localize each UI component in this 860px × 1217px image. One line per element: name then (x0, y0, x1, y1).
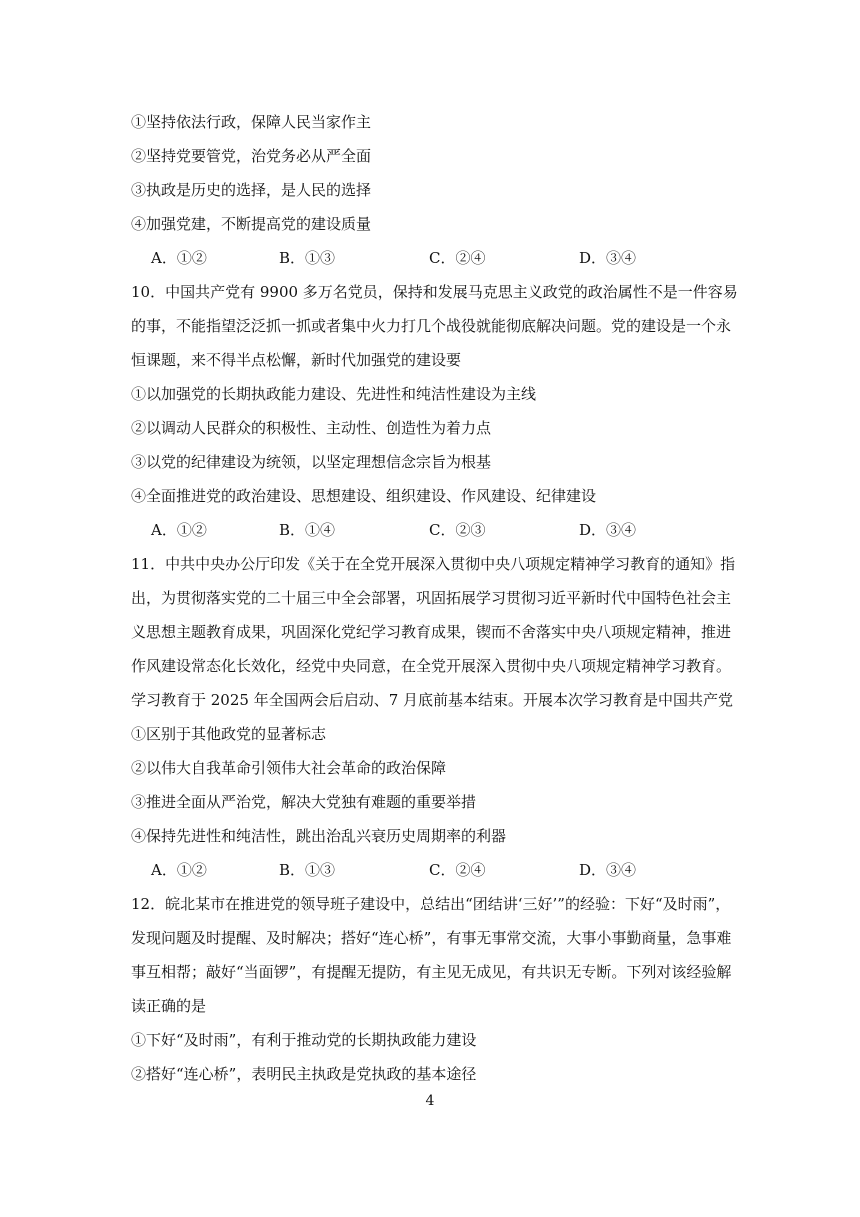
q11-item-2: ②以伟大自我革命引领伟大社会革命的政治保障 (131, 759, 447, 777)
q10-item-2: ②以调动人民群众的积极性、主动性、创造性为着力点 (131, 419, 492, 437)
q12-item-2: ②搭好“连心桥”，表明民主执政是党执政的基本途径 (131, 1065, 477, 1083)
q10-option-b: B．①④ (279, 521, 336, 539)
q9-option-a: A．①② (151, 249, 207, 267)
q10-stem-line-2: 的事，不能指望泛泛抓一抓或者集中火力打几个战役就能彻底解决问题。党的建设是一个永 (131, 317, 732, 335)
q11-item-3: ③推进全面从严治党，解决大党独有难题的重要举措 (131, 793, 477, 811)
q11-stem-line-1: 11．中共中央办公厅印发《关于在全党开展深入贯彻中央八项规定精神学习教育的通知》指 (131, 555, 736, 573)
q12-item-1: ①下好“及时雨”，有利于推动党的长期执政能力建设 (131, 1031, 477, 1049)
q12-stem-line-1: 12．皖北某市在推进党的领导班子建设中，总结出“团结讲‘三好’”的经验：下好“及时雨”， (131, 895, 731, 913)
q10-stem-line-1: 10．中国共产党有 9900 多万名党员，保持和发展马克思主义政党的政治属性不是一件容易 (131, 283, 738, 301)
page-number: 4 (425, 1093, 435, 1109)
q9-option-d: D．③④ (579, 249, 637, 267)
q11-options (151, 860, 711, 880)
q9-item-4: ④加强党建，不断提高党的建设质量 (131, 215, 372, 233)
q11-item-4: ④保持先进性和纯洁性，跳出治乱兴衰历史周期率的利器 (131, 827, 507, 845)
q11-stem-line-3: 义思想主题教育成果，巩固深化党纪学习教育成果，锲而不舍落实中央八项规定精神，推进 (131, 623, 732, 641)
q9-option-c: C．②④ (429, 249, 486, 267)
q9-item-2: ②坚持党要管党，治党务必从严全面 (131, 147, 372, 165)
q10-item-4: ④全面推进党的政治建设、思想建设、组织建设、作风建设、纪律建设 (131, 487, 597, 505)
q10-item-3: ③以党的纪律建设为统领，以坚定理想信念宗旨为根基 (131, 453, 492, 471)
q12-stem-line-4: 读正确的是 (131, 997, 207, 1015)
q11-option-b: B．①③ (279, 861, 336, 879)
q9-item-3: ③执政是历史的选择，是人民的选择 (131, 181, 372, 199)
q11-option-d: D．③④ (579, 861, 637, 879)
q9-options (151, 248, 711, 268)
q11-option-c: C．②④ (429, 861, 486, 879)
q10-options (151, 520, 711, 540)
q9-item-1: ①坚持依法行政，保障人民当家作主 (131, 113, 372, 131)
q11-stem-line-2: 出，为贯彻落实党的二十届三中全会部署，巩固拓展学习贯彻习近平新时代中国特色社会主 (131, 589, 732, 607)
q10-option-d: D．③④ (579, 521, 637, 539)
q11-item-1: ①区别于其他政党的显著标志 (131, 725, 327, 743)
q11-option-a: A．①② (151, 861, 207, 879)
q10-option-a: A．①② (151, 521, 207, 539)
q12-stem-line-3: 事互相帮；敲好“当面锣”，有提醒无提防，有主见无成见，有共识无专断。下列对该经验解 (131, 963, 732, 981)
q11-stem-line-5: 学习教育于 2025 年全国两会后启动、7 月底前基本结束。开展本次学习教育是中国共产党 (131, 691, 734, 709)
q10-item-1: ①以加强党的长期执政能力建设、先进性和纯洁性建设为主线 (131, 385, 537, 403)
q9-option-b: B．①③ (279, 249, 336, 267)
q10-option-c: C．②③ (429, 521, 486, 539)
q12-stem-line-2: 发现问题及时提醒、及时解决；搭好“连心桥”，有事无事常交流，大事小事勤商量，急事难 (131, 929, 732, 947)
q10-stem-line-3: 恒课题，来不得半点松懈，新时代加强党的建设要 (131, 351, 462, 369)
q11-stem-line-4: 作风建设常态化长效化，经党中央同意，在全党开展深入贯彻中央八项规定精神学习教育。 (131, 657, 732, 675)
